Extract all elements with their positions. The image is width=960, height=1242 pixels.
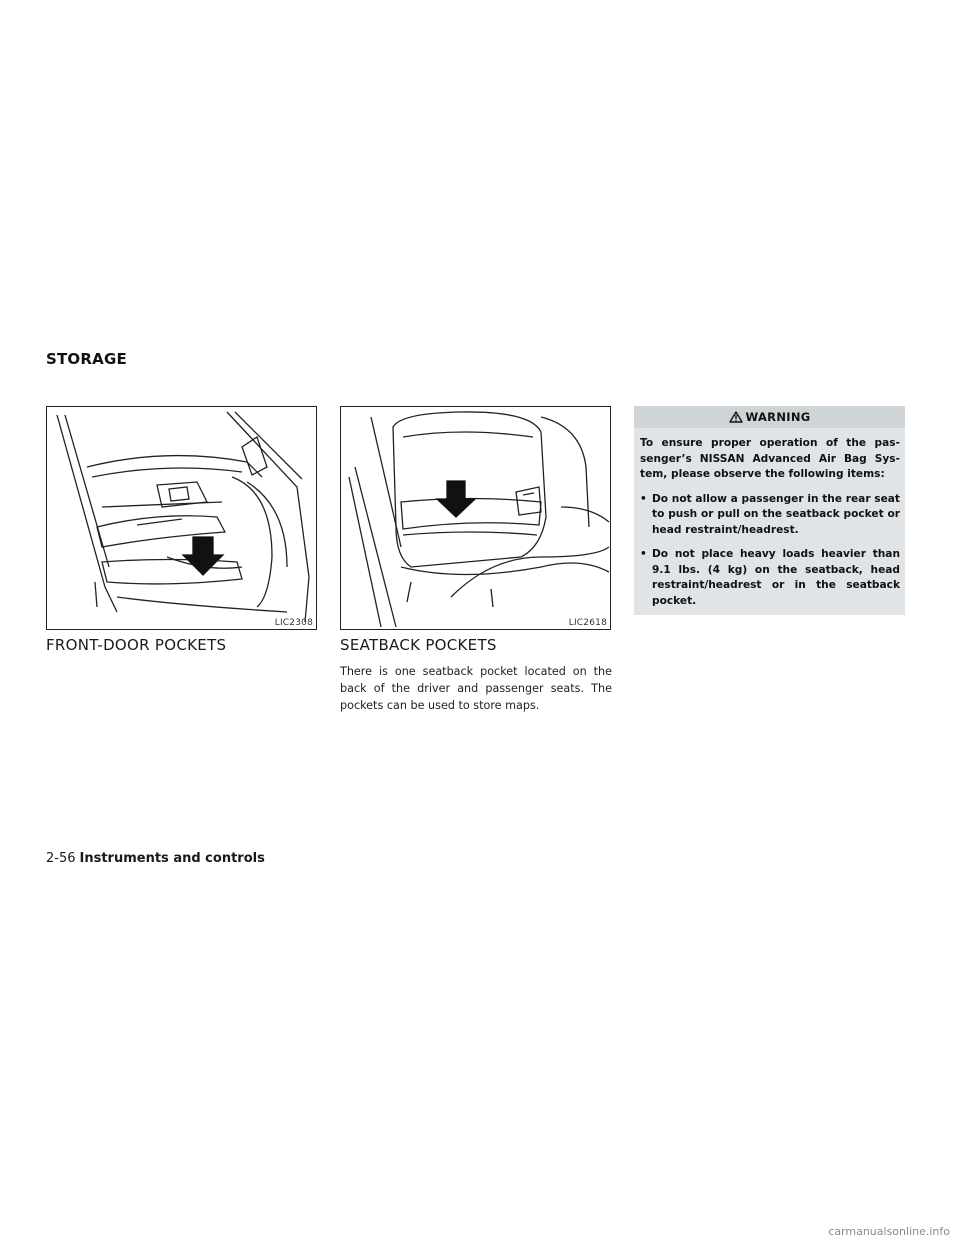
figure-code: LIC2308 — [274, 618, 313, 628]
page-number: 2-56 — [46, 851, 76, 866]
warning-box — [634, 406, 905, 615]
bullet-icon: • — [640, 548, 647, 560]
seatback-pockets-heading: SEATBACK POCKETS — [340, 636, 497, 654]
front-door-pocket-illustration — [46, 406, 317, 630]
seatback-pocket-illustration — [340, 406, 611, 630]
warning-item-text: Do not allow a passenger in the rear seat to push or pull on the seatback pocket or head restraint/headrest. — [652, 492, 900, 536]
warning-header — [634, 406, 905, 428]
front-door-pockets-heading: FRONT-DOOR POCKETS — [46, 636, 227, 654]
warning-intro: To ensure proper operation of the pas-senger’s NISSAN Advanced Air Bag Sys-tem, please observe the following items: — [640, 437, 900, 480]
warning-triangle-icon — [729, 411, 743, 423]
seatback-pockets-body: There is one seatback pocket located on the back of the driver and passenger seats. The pockets can be used to store maps. — [340, 665, 612, 712]
warning-item — [640, 547, 900, 609]
warning-content — [634, 428, 905, 609]
page-footer — [46, 851, 265, 866]
watermark: carmanualsonline.info — [828, 1225, 950, 1238]
warning-title: WARNING — [745, 410, 811, 424]
warning-item — [640, 492, 900, 539]
chapter-name: Instruments and controls — [79, 851, 265, 866]
section-title: STORAGE — [46, 350, 127, 368]
figure-code: LIC2618 — [568, 618, 607, 628]
bullet-icon: • — [640, 492, 647, 505]
warning-item-text: Do not place heavy loads heavier than 9.1 lbs. (4 kg) on the seatback, head restraint/headrest or in the seatback pocket. — [652, 548, 900, 607]
